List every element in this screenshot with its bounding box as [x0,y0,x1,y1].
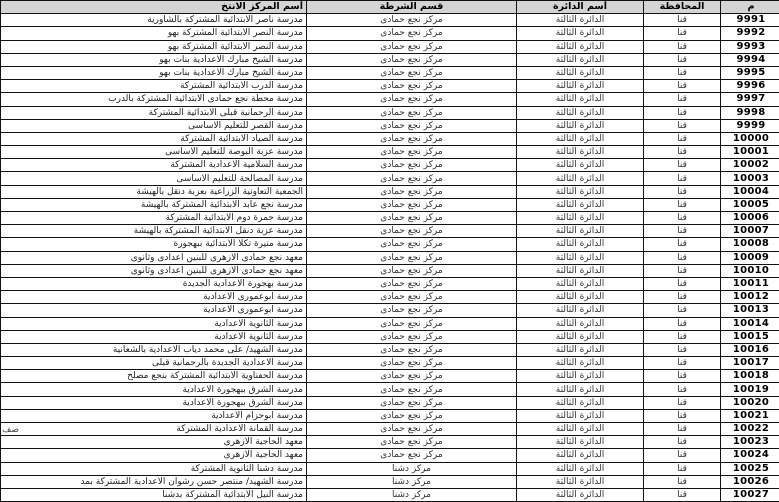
cell-center-name: معهد الحاجية الازهرى [1,449,307,462]
cell-governorate: قنا [644,14,721,27]
cell-number: 10027 [721,488,779,501]
cell-district: الدائرة الثالثة [517,119,644,132]
cell-governorate: قنا [644,383,721,396]
cell-district: الدائرة الثالثة [517,449,644,462]
table-row [1,436,779,449]
cell-district: الدائرة الثالثة [517,238,644,251]
cell-center-name: مدرسة عزبة دنقل الابتدائية المشتركة بالهيشة [1,225,307,238]
cell-police-section: مركز نجع حمادى [307,238,517,251]
cell-police-section: مركز نجع حمادى [307,106,517,119]
cell-number: 10018 [721,370,779,383]
cell-district: الدائرة الثالثة [517,53,644,66]
cell-police-section: مركز نجع حمادى [307,370,517,383]
cell-district: الدائرة الثالثة [517,357,644,370]
page-footer-fragment: صف [2,425,19,435]
cell-center-name: مدرسة نجع عابد الابتدائية المشتركة بالهيشة [1,198,307,211]
cell-number: 10010 [721,264,779,277]
cell-district: الدائرة الثالثة [517,277,644,290]
cell-center-name: معهد نجع حمادى الازهرى للبنين اعدادى وثانوى [1,251,307,264]
cell-governorate: قنا [644,317,721,330]
cell-governorate: قنا [644,436,721,449]
cell-center-name: مدرسة المصالحة للتعليم الاساسى [1,172,307,185]
cell-governorate: قنا [644,80,721,93]
cell-police-section: مركز دشنا [307,488,517,501]
cell-number: 9993 [721,40,779,53]
cell-number: 9995 [721,66,779,79]
cell-number: 10014 [721,317,779,330]
cell-center-name: مدرسة منيرة تكلا الابتدائية ببهجورة [1,238,307,251]
cell-police-section: مركز نجع حمادى [307,423,517,436]
cell-district: الدائرة الثالثة [517,93,644,106]
cell-governorate: قنا [644,423,721,436]
table-body [1,14,779,502]
cell-number: 10001 [721,146,779,159]
cell-governorate: قنا [644,198,721,211]
cell-governorate: قنا [644,488,721,501]
table-row [1,304,779,317]
table-row [1,66,779,79]
cell-center-name: مدرسة النصر الابتدائية المشتركة بهو [1,27,307,40]
cell-district: الدائرة الثالثة [517,330,644,343]
cell-district: الدائرة الثالثة [517,343,644,356]
cell-police-section: مركز نجع حمادى [307,317,517,330]
table-row [1,225,779,238]
cell-number: 10005 [721,198,779,211]
cell-governorate: قنا [644,475,721,488]
cell-district: الدائرة الثالثة [517,185,644,198]
table-row [1,93,779,106]
cell-governorate: قنا [644,185,721,198]
table-row [1,172,779,185]
cell-center-name: مدرسة القصر للتعليم الاساسى [1,119,307,132]
cell-police-section: مركز نجع حمادى [307,119,517,132]
cell-governorate: قنا [644,251,721,264]
cell-governorate: قنا [644,409,721,422]
cell-police-section: مركز نجع حمادى [307,343,517,356]
cell-governorate: قنا [644,396,721,409]
cell-center-name: مدرسة الاعدادية الجديدة بالرحمانية قبلى [1,357,307,370]
header-district: أسم الدائرة [517,1,644,14]
cell-center-name: مدرسة ابوحزام الاعدادية [1,409,307,422]
cell-center-name: مدرسة الشيخ مبارك الاعدادية بنات بهو [1,66,307,79]
cell-district: الدائرة الثالثة [517,436,644,449]
cell-police-section: مركز نجع حمادى [307,212,517,225]
cell-center-name: مدرسة محطة نجع حمادى الابتدائية المشتركة بالدرب [1,93,307,106]
cell-governorate: قنا [644,53,721,66]
cell-number: 10016 [721,343,779,356]
cell-governorate: قنا [644,264,721,277]
table-header-row [1,1,779,14]
table-row [1,343,779,356]
cell-police-section: مركز نجع حمادى [307,146,517,159]
cell-police-section: مركز نجع حمادى [307,449,517,462]
cell-center-name: مدرسة ابوعمورى الاعدادية [1,291,307,304]
cell-governorate: قنا [644,370,721,383]
table-row [1,27,779,40]
cell-number: 9997 [721,93,779,106]
cell-center-name: معهد الحاجية الازهرى [1,436,307,449]
table-row [1,212,779,225]
cell-governorate: قنا [644,93,721,106]
table-row [1,330,779,343]
cell-governorate: قنا [644,330,721,343]
cell-number: 10020 [721,396,779,409]
cell-number: 9992 [721,27,779,40]
cell-center-name: مدرسة النصر الابتدائية المشتركة بهو [1,40,307,53]
cell-district: الدائرة الثالثة [517,106,644,119]
cell-center-name: مدرسة الصياد الابتدائية المشتركة [1,132,307,145]
cell-center-name: مدرسة الشيخ مبارك الاعدادية بنات بهو [1,53,307,66]
cell-district: الدائرة الثالثة [517,14,644,27]
cell-police-section: مركز نجع حمادى [307,40,517,53]
cell-governorate: قنا [644,66,721,79]
cell-police-section: مركز نجع حمادى [307,225,517,238]
cell-center-name: مدرسة السلامية الاعدادية المشتركة [1,159,307,172]
cell-police-section: مركز دشنا [307,475,517,488]
cell-number: 10006 [721,212,779,225]
cell-governorate: قنا [644,146,721,159]
cell-center-name: مدرسة الرحمانية قبلى الابتدائية المشتركة [1,106,307,119]
cell-district: الدائرة الثالثة [517,212,644,225]
cell-center-name: مدرسة الشهيد/ على محمد دياب الاعدادية بالشعانية [1,343,307,356]
cell-center-name: مدرسة الثانوية الاعدادية [1,330,307,343]
cell-center-name: مدرسة حمرة دوم الابتدائية المشتركة [1,212,307,225]
header-governorate: المحافظة [644,1,721,14]
cell-police-section: مركز نجع حمادى [307,409,517,422]
table-row [1,119,779,132]
cell-number: 10026 [721,475,779,488]
cell-police-section: مركز نجع حمادى [307,304,517,317]
table-row [1,423,779,436]
cell-district: الدائرة الثالثة [517,304,644,317]
cell-district: الدائرة الثالثة [517,198,644,211]
cell-governorate: قنا [644,119,721,132]
cell-police-section: مركز نجع حمادى [307,93,517,106]
cell-district: الدائرة الثالثة [517,159,644,172]
cell-district: الدائرة الثالثة [517,488,644,501]
cell-number: 9991 [721,14,779,27]
header-center-name: أسم المركز الانتخ [1,1,307,14]
cell-number: 10009 [721,251,779,264]
cell-police-section: مركز نجع حمادى [307,396,517,409]
cell-governorate: قنا [644,40,721,53]
table-row [1,80,779,93]
cell-district: الدائرة الثالثة [517,317,644,330]
table-row [1,291,779,304]
cell-police-section: مركز نجع حمادى [307,185,517,198]
cell-police-section: مركز نجع حمادى [307,277,517,290]
table-row [1,264,779,277]
table-row [1,409,779,422]
cell-governorate: قنا [644,238,721,251]
cell-police-section: مركز نجع حمادى [307,53,517,66]
cell-district: الدائرة الثالثة [517,27,644,40]
cell-number: 10004 [721,185,779,198]
cell-police-section: مركز نجع حمادى [307,198,517,211]
cell-governorate: قنا [644,291,721,304]
table-row [1,396,779,409]
table-row [1,357,779,370]
cell-district: الدائرة الثالثة [517,383,644,396]
cell-center-name: مدرسة الشرق ببهجورة الاعدادية [1,396,307,409]
cell-police-section: مركز نجع حمادى [307,80,517,93]
cell-center-name: مدرسة النيل الابتدائية المشتركة بدشنا [1,488,307,501]
cell-governorate: قنا [644,277,721,290]
cell-district: الدائرة الثالثة [517,80,644,93]
cell-number: 10007 [721,225,779,238]
cell-center-name: مدرسة ناصر الابتدائية المشتركة بالشاورية [1,14,307,27]
table-row [1,185,779,198]
cell-number: 10002 [721,159,779,172]
cell-number: 10025 [721,462,779,475]
table-row [1,198,779,211]
cell-district: الدائرة الثالثة [517,264,644,277]
cell-police-section: مركز نجع حمادى [307,27,517,40]
cell-police-section: مركز نجع حمادى [307,330,517,343]
table-row [1,238,779,251]
cell-police-section: مركز نجع حمادى [307,357,517,370]
cell-governorate: قنا [644,462,721,475]
cell-police-section: مركز نجع حمادى [307,251,517,264]
cell-district: الدائرة الثالثة [517,475,644,488]
cell-police-section: مركز نجع حمادى [307,383,517,396]
cell-governorate: قنا [644,225,721,238]
cell-number: 10008 [721,238,779,251]
header-number: م [721,1,779,14]
table-row [1,383,779,396]
cell-number: 9994 [721,53,779,66]
cell-district: الدائرة الثالثة [517,423,644,436]
cell-center-name: مدرسة ابوعمورى الاعدادية [1,304,307,317]
cell-center-name: مدرسة دشنا الثانوية المشتركة [1,462,307,475]
cell-center-name: معهد نجع حمادى الازهرى للبنين اعدادى وثانوى [1,264,307,277]
cell-district: الدائرة الثالثة [517,251,644,264]
cell-district: الدائرة الثالثة [517,40,644,53]
cell-governorate: قنا [644,172,721,185]
cell-governorate: قنا [644,343,721,356]
table-row [1,488,779,501]
cell-police-section: مركز دشنا [307,462,517,475]
cell-district: الدائرة الثالثة [517,172,644,185]
cell-number: 9996 [721,80,779,93]
cell-number: 10003 [721,172,779,185]
cell-center-name: مدرسة الشهيد/ منتصر حسن رشوان الاعدادية المشتركة بمد [1,475,307,488]
cell-number: 10011 [721,277,779,290]
cell-number: 9998 [721,106,779,119]
cell-governorate: قنا [644,357,721,370]
cell-center-name: مدرسة القمانة الاعدادية المشتركة [1,423,307,436]
table-row [1,317,779,330]
cell-governorate: قنا [644,304,721,317]
table-row [1,449,779,462]
cell-governorate: قنا [644,132,721,145]
cell-district: الدائرة الثالثة [517,370,644,383]
cell-police-section: مركز نجع حمادى [307,291,517,304]
cell-district: الدائرة الثالثة [517,146,644,159]
table-row [1,53,779,66]
cell-number: 10024 [721,449,779,462]
cell-police-section: مركز نجع حمادى [307,14,517,27]
table-row [1,462,779,475]
cell-center-name: مدرسة الثانوية الاعدادية [1,317,307,330]
cell-police-section: مركز نجع حمادى [307,66,517,79]
cell-district: الدائرة الثالثة [517,225,644,238]
cell-district: الدائرة الثالثة [517,409,644,422]
table-row [1,277,779,290]
cell-number: 10022 [721,423,779,436]
cell-police-section: مركز نجع حمادى [307,436,517,449]
table-row [1,106,779,119]
table-row [1,132,779,145]
cell-governorate: قنا [644,159,721,172]
cell-police-section: مركز نجع حمادى [307,132,517,145]
cell-district: الدائرة الثالثة [517,291,644,304]
cell-district: الدائرة الثالثة [517,396,644,409]
cell-center-name: مدرسة بهجورة الاعدادية الجديدة [1,277,307,290]
cell-police-section: مركز نجع حمادى [307,264,517,277]
cell-district: الدائرة الثالثة [517,66,644,79]
cell-number: 10017 [721,357,779,370]
table-row [1,40,779,53]
cell-number: 10000 [721,132,779,145]
header-police-section: قسم الشرطة [307,1,517,14]
table-row [1,14,779,27]
cell-center-name: مدرسة الدرب الابتدائية المشتركة [1,80,307,93]
cell-district: الدائرة الثالثة [517,132,644,145]
cell-center-name: مدرسة الشرق ببهجورة الاعدادية [1,383,307,396]
cell-governorate: قنا [644,27,721,40]
cell-governorate: قنا [644,449,721,462]
cell-police-section: مركز نجع حمادى [307,172,517,185]
table-row [1,370,779,383]
cell-number: 10015 [721,330,779,343]
cell-number: 10021 [721,409,779,422]
cell-number: 10019 [721,383,779,396]
table-row [1,251,779,264]
cell-center-name: الجمعية التعاونية الزراعية بعزبة دنقل بالهيشة [1,185,307,198]
table-row [1,146,779,159]
cell-governorate: قنا [644,212,721,225]
cell-district: الدائرة الثالثة [517,462,644,475]
cell-center-name: مدرسة الحفناوية الابتدائية المشتركة بنجع مصلح [1,370,307,383]
table-row [1,475,779,488]
cell-number: 10013 [721,304,779,317]
cell-number: 9999 [721,119,779,132]
cell-center-name: مدرسة عزبة البوصة للتعليم الاساسى [1,146,307,159]
table-row [1,159,779,172]
cell-number: 10012 [721,291,779,304]
cell-police-section: مركز نجع حمادى [307,159,517,172]
cell-number: 10023 [721,436,779,449]
cell-governorate: قنا [644,106,721,119]
